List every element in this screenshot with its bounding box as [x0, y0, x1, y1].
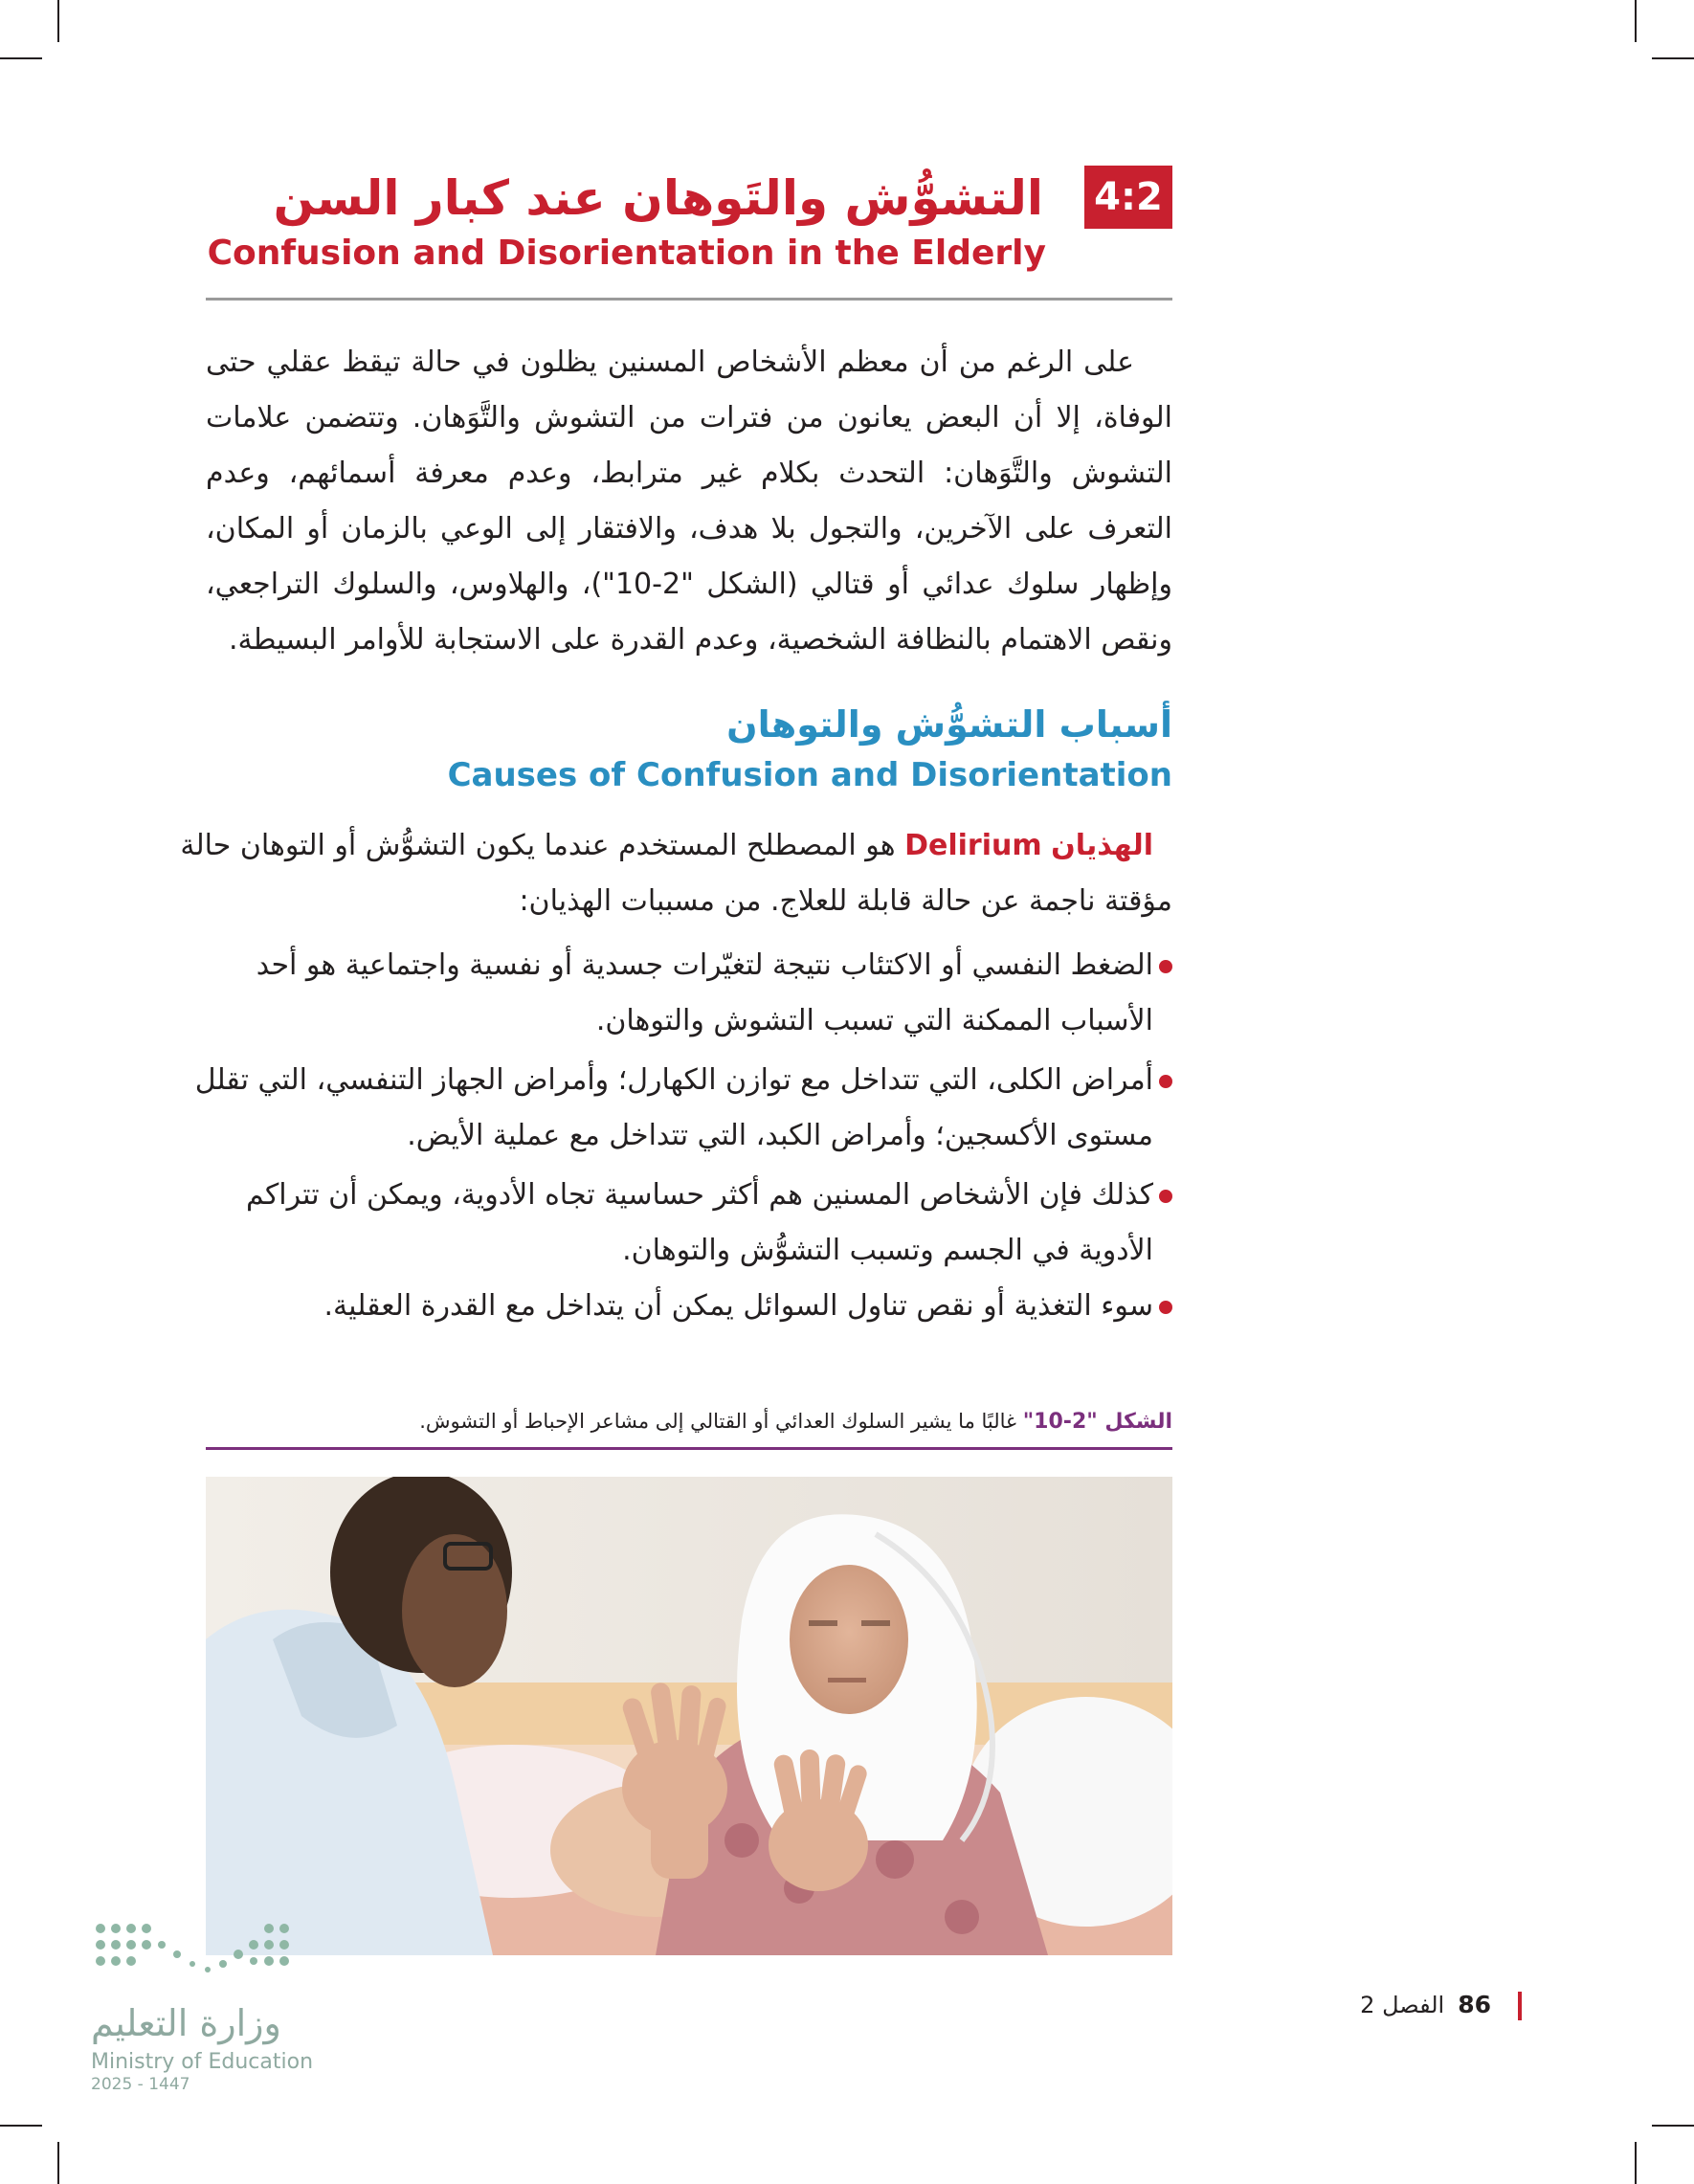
figure-caption [419, 1410, 1172, 1434]
term-english: Delirium [904, 829, 1042, 862]
crop-mark [57, 0, 59, 42]
paragraph-line: ونقص الاهتمام بالنظافة الشخصية، وعدم القدرة على الاستجابة للأوامر البسيطة. [228, 623, 1172, 657]
crop-mark [57, 2142, 59, 2184]
bullet-item [230, 1168, 1172, 1279]
elderly-woman-photo-illustration [206, 1477, 1172, 1955]
intro-paragraph [206, 335, 1172, 668]
ministry-year: 2025 - 1447 [91, 2075, 190, 2094]
bullet-line [230, 1168, 1172, 1223]
section-title-english: Confusion and Disorientation in the Elderly [207, 234, 1046, 273]
bullet-line [194, 1053, 1172, 1108]
bullet-text: الضغط النفسي أو الاكتئاب نتيجة لتغيّرات جسدية أو نفسية واجتماعية هو أحد [256, 948, 1153, 982]
crop-mark [0, 57, 42, 59]
subheading-arabic: أسباب التشوُّش والتوهان [726, 703, 1172, 746]
paragraph-line: التشوش والتَّوَهان: التحدث بكلام غير مترابط، وعدم معرفة أسمائهم، وعدم [206, 457, 1172, 490]
bullet-text: سوء التغذية أو نقص تناول السوائل يمكن أن يتداخل مع القدرة العقلية. [323, 1289, 1153, 1323]
ministry-name-arabic: وزارة التعليم [91, 2002, 281, 2044]
delirium-paragraph [180, 818, 1172, 929]
bullet-line [230, 938, 1172, 993]
paragraph-line: الوفاة، إلا أن البعض يعانون من فترات من التشوش والتَّوَهان. وتتضمن علامات [206, 401, 1172, 435]
bullet-dot-icon [1159, 1190, 1172, 1203]
caption-divider [206, 1447, 1172, 1450]
bullet-line: الأسباب الممكنة التي تسبب التشوش والتوهان. [595, 1004, 1153, 1037]
bullet-dot-icon [1159, 1075, 1172, 1088]
bullet-text: أمراض الكلى، التي تتداخل مع توازن الكهارل؛ وأمراض الجهاز التنفسي، التي تقلل [194, 1063, 1153, 1097]
bullet-item [230, 938, 1172, 1049]
bullet-line [230, 1279, 1172, 1334]
paragraph-line: التعرف على الآخرين، والتجول بلا هدف، والافتقار إلى الوعي بالزمان أو المكان، [206, 512, 1172, 546]
bullet-item [230, 1279, 1172, 1334]
crop-mark [1652, 2125, 1694, 2127]
ministry-name-english: Ministry of Education [91, 2050, 314, 2074]
page-marker-bar [1518, 1992, 1522, 2020]
crop-mark [1652, 57, 1694, 59]
bullet-item [194, 1053, 1172, 1164]
figure-photo [206, 1477, 1172, 1955]
paragraph-line: على الرغم من أن معظم الأشخاص المسنين يظلون في حالة تيقظ عقلي حتى [206, 345, 1134, 379]
paragraph-line [180, 818, 1172, 874]
bullet-dot-icon [1159, 960, 1172, 973]
subheading-english: Causes of Confusion and Disorientation [447, 756, 1172, 794]
paragraph-line: وإظهار سلوك عدائي أو قتالي (الشكل "2-10")، والهلاوس، والسلوك التراجعي، [206, 568, 1172, 601]
figure-label: الشكل "2-10" [1022, 1410, 1172, 1434]
bullet-text: كذلك فإن الأشخاص المسنين هم أكثر حساسية تجاه الأدوية، ويمكن أن تتراكم [246, 1178, 1153, 1212]
section-title-arabic: التشوُّش والتَوهان عند كبار السن [273, 170, 1043, 226]
crop-mark [0, 2125, 42, 2127]
chapter-label: الفصل 2 [1360, 1992, 1445, 2018]
bullet-line: مستوى الأكسجين؛ وأمراض الكبد، التي تتداخل مع عملية الأيض. [407, 1119, 1153, 1152]
paragraph-line: مؤقتة ناجمة عن حالة قابلة للعلاج. من مسببات الهذيان: [519, 884, 1172, 918]
bullet-dot-icon [1159, 1301, 1172, 1314]
page-footer [1360, 1991, 1522, 2020]
term-arabic: الهذيان [1051, 829, 1153, 862]
bullet-line: الأدوية في الجسم وتسبب التشوُّش والتوهان. [622, 1234, 1153, 1267]
title-divider [206, 298, 1172, 301]
section-number-badge: 4:2 [1084, 166, 1172, 229]
delirium-text: هو المصطلح المستخدم عندما يكون التشوُّش أو التوهان حالة [180, 829, 896, 862]
crop-mark [1635, 2142, 1637, 2184]
figure-caption-text: غالبًا ما يشير السلوك العدائي أو القتالي إلى مشاعر الإحباط أو التشوش. [419, 1410, 1017, 1433]
crop-mark [1635, 0, 1637, 42]
ministry-logo-icon [91, 1914, 311, 2010]
page-number: 86 [1458, 1991, 1491, 2018]
